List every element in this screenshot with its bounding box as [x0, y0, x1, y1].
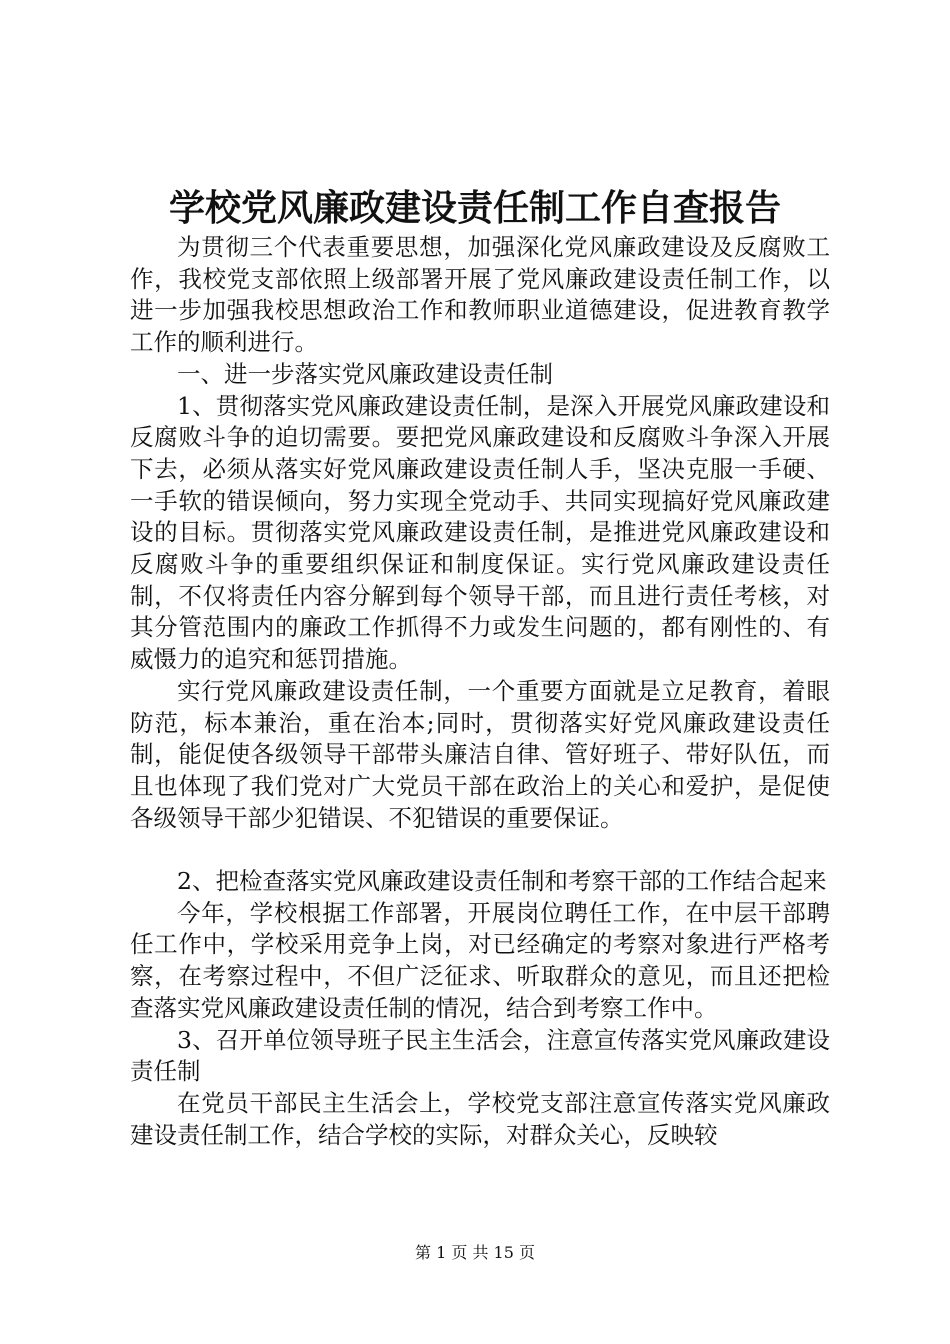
- paragraph-spacer: [130, 834, 830, 866]
- body-paragraph: 1、贯彻落实党风廉政建设责任制，是深入开展党风廉政建设和反腐败斗争的迫切需要。要把党风廉政建设和反腐败斗争深入开展下去，必须从落实好党风廉政建设责任制人手，坚决克服一手硬、一手软的错误倾向，努力实现全党动手、共同实现搞好党风廉政建设的目标。贯彻落实党风廉政建设责任制，是推进党风廉政建设和反腐败斗争的重要组织保证和制度保证。实行党风廉政建设责任制，不仅将责任内容分解到每个领导干部，而且进行责任考核，对其分管范围内的廉政工作抓得不力或发生问题的，都有刚性的、有威慑力的追究和惩罚措施。: [130, 391, 830, 674]
- body-paragraph: 今年，学校根据工作部署，开展岗位聘任工作，在中层干部聘任工作中，学校采用竞争上岗，对已经确定的考察对象进行严格考察，在考察过程中，不但广泛征求、听取群众的意见，而且还把检查落实党风廉政建设责任制的情况，结合到考察工作中。: [130, 898, 830, 1022]
- body-paragraph: 实行党风廉政建设责任制，一个重要方面就是立足教育，着眼防范，标本兼治，重在治本;同时，贯彻落实好党风廉政建设责任制，能促使各级领导干部带头廉洁自律、管好班子、带好队伍，而且也体现了我们党对广大党员干部在政治上的关心和爱护，是促使各级领导干部少犯错误、不犯错误的重要保证。: [130, 676, 830, 832]
- subsection-heading-2: 2、把检查落实党风廉政建设责任制和考察干部的工作结合起来: [177, 867, 827, 896]
- intro-paragraph: 为贯彻三个代表重要思想，加强深化党风廉政建设及反腐败工作，我校党支部依照上级部署开展了党风廉政建设责任制工作，以进一步加强我校思想政治工作和教师职业道德建设，促进教育教学工作的顺利进行。: [130, 233, 830, 357]
- document-title: 学校党风廉政建设责任制工作自查报告: [168, 187, 781, 229]
- document-body: [130, 232, 830, 1151]
- page-number-footer: 第 1 页 共 15 页: [415, 1243, 535, 1262]
- section-heading-1: 一、进一步落实党风廉政建设责任制: [177, 359, 553, 388]
- body-paragraph: 在党员干部民主生活会上，学校党支部注意宣传落实党风廉政建设责任制工作，结合学校的实际，对群众关心，反映较: [130, 1088, 830, 1149]
- subsection-heading-3: 3、召开单位领导班子民主生活会，注意宣传落实党风廉政建设责任制: [130, 1025, 830, 1086]
